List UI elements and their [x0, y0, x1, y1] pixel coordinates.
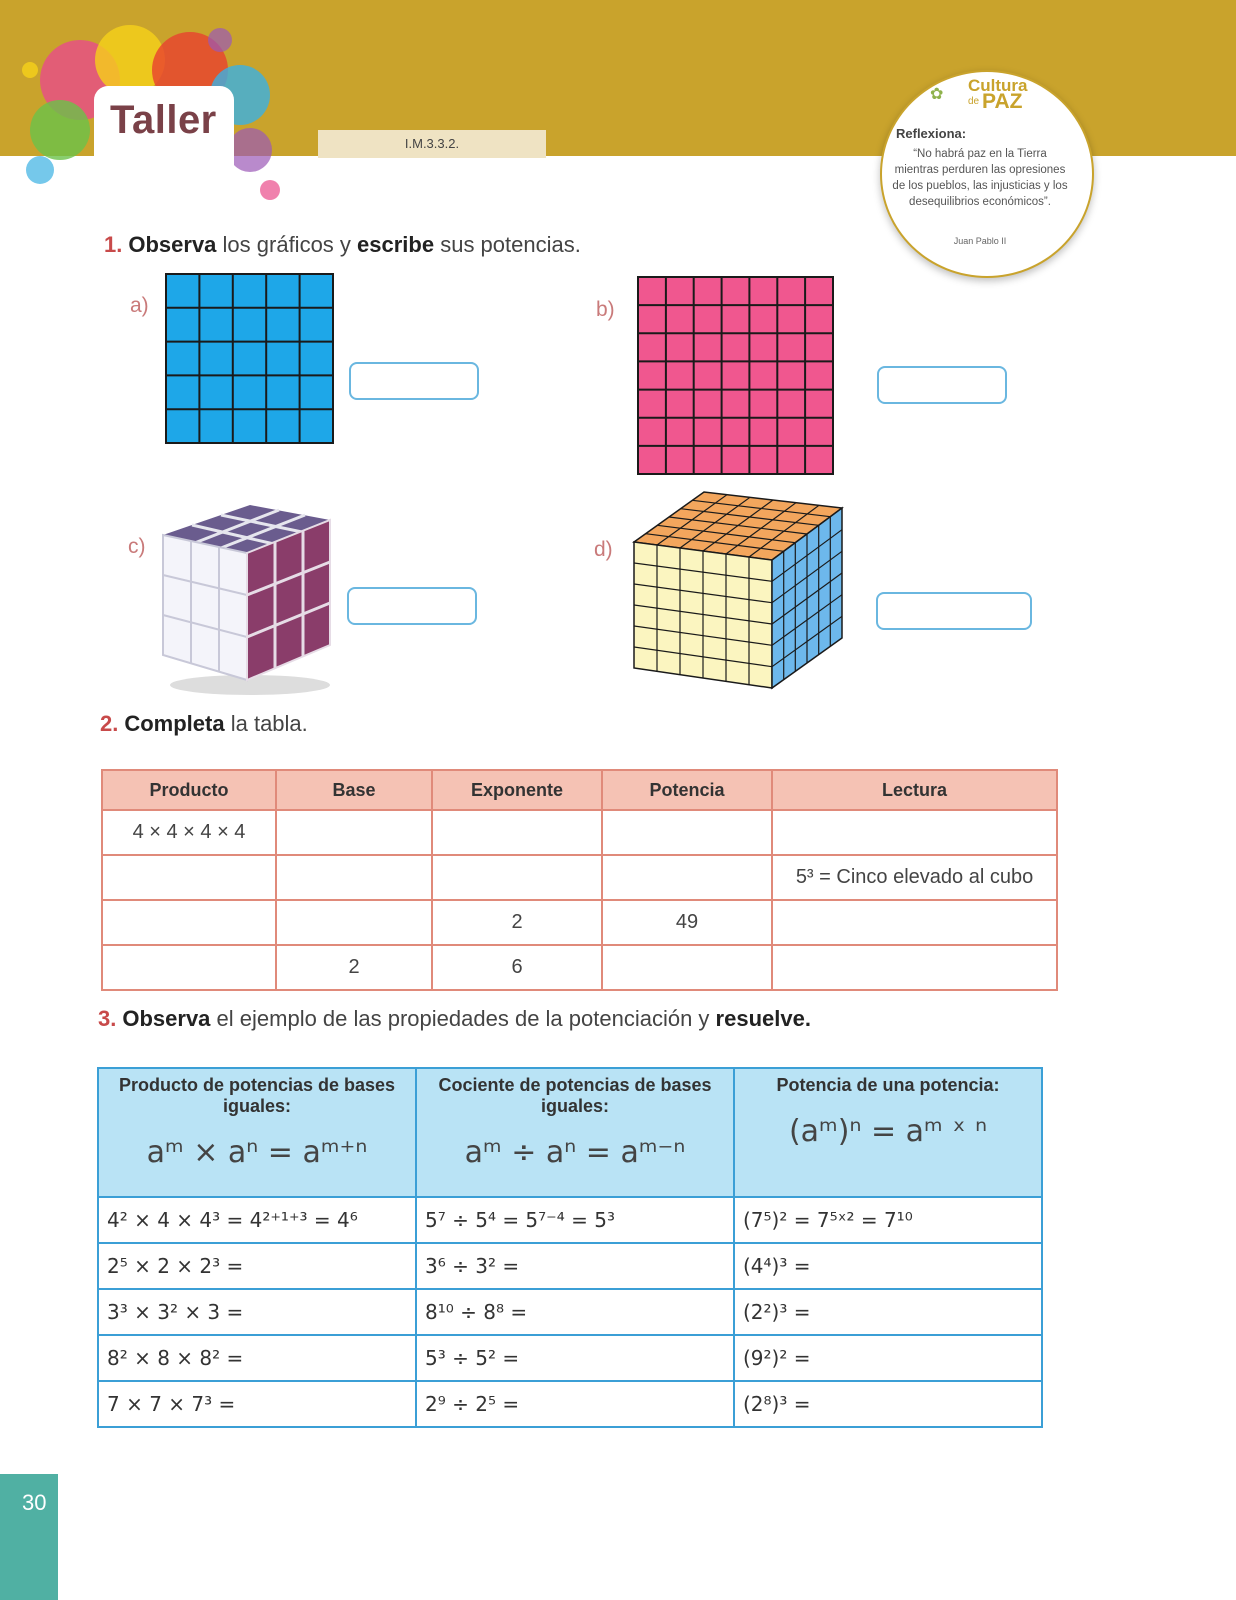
cell-quotient[interactable]: 3⁶ ÷ 3² =: [416, 1243, 734, 1289]
answer-box-b[interactable]: [877, 366, 1007, 404]
cell-power[interactable]: (9²)² =: [734, 1335, 1042, 1381]
rubik-cube-3x3: [155, 495, 340, 700]
question-text: la tabla.: [224, 711, 308, 736]
question-2: [100, 711, 308, 737]
answer-box-c[interactable]: [347, 587, 477, 625]
question-number: 1.: [104, 232, 123, 257]
table-row: [102, 855, 1057, 900]
answer-box-a[interactable]: [349, 362, 479, 400]
cell-exponente[interactable]: 2: [432, 900, 602, 945]
cell-quotient[interactable]: 8¹⁰ ÷ 8⁸ =: [416, 1289, 734, 1335]
cell-potencia[interactable]: 49: [602, 900, 772, 945]
badge-paz: PAZ: [982, 90, 1023, 113]
badge-reflexiona: Reflexiona:: [896, 126, 967, 141]
cell-producto[interactable]: [102, 945, 276, 990]
label-b: b): [596, 298, 615, 321]
formula-quotient: aᵐ ÷ aⁿ = aᵐ⁻ⁿ: [464, 1135, 686, 1170]
page-title: Taller: [110, 98, 217, 142]
question-3: [98, 1006, 811, 1032]
badge-de: de: [968, 96, 980, 107]
header-label: Cociente de potencias de bases iguales:: [438, 1075, 712, 1116]
cell-product[interactable]: 7 × 7 × 7³ =: [98, 1381, 416, 1427]
question-text: el ejemplo de las propiedades de la potenciación y: [210, 1006, 716, 1031]
cell-product[interactable]: 8² × 8 × 8² =: [98, 1335, 416, 1381]
badge-quote: “No habrá paz en la Tierra mientras perduren las opresiones de los pueblos, las injusticias y los desequilibrios económicos”.: [892, 148, 1068, 208]
page-number-tab: [0, 1474, 58, 1600]
table-row: [102, 810, 1057, 855]
table-row: [98, 1381, 1042, 1427]
cell-producto[interactable]: [102, 900, 276, 945]
cell-product[interactable]: 2⁵ × 2 × 2³ =: [98, 1243, 416, 1289]
header-power-of-power: [734, 1068, 1042, 1197]
badge-author: Juan Pablo II: [953, 236, 1007, 246]
table-row: [102, 945, 1057, 990]
cell-lectura[interactable]: [772, 900, 1057, 945]
question-verb: Observa: [128, 232, 217, 257]
header-product-powers: [98, 1068, 416, 1197]
question-number: 3.: [98, 1006, 117, 1031]
cell-exponente[interactable]: [432, 855, 602, 900]
blue-grid-5x5: [165, 273, 335, 445]
table-header-row: [98, 1068, 1042, 1197]
formula-product: aᵐ × aⁿ = aᵐ⁺ⁿ: [146, 1135, 368, 1170]
formula-power: (aᵐ)ⁿ = aᵐ ˣ ⁿ: [788, 1114, 988, 1149]
cell-lectura[interactable]: [772, 810, 1057, 855]
cell-potencia[interactable]: [602, 855, 772, 900]
cell-lectura[interactable]: 5³ = Cinco elevado al cubo: [772, 855, 1057, 900]
answer-box-d[interactable]: [876, 592, 1032, 630]
table-row: [98, 1335, 1042, 1381]
cell-product[interactable]: 3³ × 3² × 3 =: [98, 1289, 416, 1335]
table-row: [98, 1243, 1042, 1289]
header-producto: Producto: [102, 770, 276, 810]
table-header-row: [102, 770, 1057, 810]
cell-potencia[interactable]: [602, 810, 772, 855]
properties-table: [97, 1067, 1043, 1428]
cell-quotient[interactable]: 5³ ÷ 5² =: [416, 1335, 734, 1381]
cell-exponente[interactable]: [432, 810, 602, 855]
badge-cultura: Cultura: [968, 76, 1028, 95]
cell-power[interactable]: (2²)³ =: [734, 1289, 1042, 1335]
question-number: 2.: [100, 711, 119, 736]
question-verb: Completa: [124, 711, 225, 736]
cell-exponente[interactable]: 6: [432, 945, 602, 990]
header-lectura: Lectura: [772, 770, 1057, 810]
powers-table: [101, 769, 1058, 991]
table-row: [98, 1289, 1042, 1335]
label-a: a): [130, 294, 149, 317]
header-label: Producto de potencias de bases iguales:: [118, 1075, 396, 1116]
question-verb: resuelve.: [715, 1006, 811, 1031]
cell-power[interactable]: (4⁴)³ =: [734, 1243, 1042, 1289]
question-verb: Observa: [122, 1006, 211, 1031]
cube-6x6: [632, 490, 844, 690]
cell-base[interactable]: [276, 855, 432, 900]
cell-product: 4² × 4 × 4³ = 4²⁺¹⁺³ = 4⁶: [98, 1197, 416, 1243]
table-row: [102, 900, 1057, 945]
cell-power[interactable]: (2⁸)³ =: [734, 1381, 1042, 1427]
curriculum-code: I.M.3.3.2.: [318, 130, 546, 158]
header-exponente: Exponente: [432, 770, 602, 810]
table-row: [98, 1197, 1042, 1243]
header-base: Base: [276, 770, 432, 810]
header-quotient-powers: [416, 1068, 734, 1197]
question-1: [104, 232, 581, 258]
cell-base[interactable]: [276, 810, 432, 855]
cell-producto[interactable]: 4 × 4 × 4 × 4: [102, 810, 276, 855]
leaf-icon: ✿: [930, 86, 944, 103]
question-text: los gráficos y: [216, 232, 358, 257]
cell-lectura[interactable]: [772, 945, 1057, 990]
cell-quotient: 5⁷ ÷ 5⁴ = 5⁷⁻⁴ = 5³: [416, 1197, 734, 1243]
cell-quotient[interactable]: 2⁹ ÷ 2⁵ =: [416, 1381, 734, 1427]
page-number: 30: [22, 1490, 47, 1515]
cell-base[interactable]: [276, 900, 432, 945]
question-text: sus potencias.: [434, 232, 581, 257]
cell-base[interactable]: 2: [276, 945, 432, 990]
cell-power: (7⁵)² = 7⁵ˣ² = 7¹⁰: [734, 1197, 1042, 1243]
header-potencia: Potencia: [602, 770, 772, 810]
pink-grid-7x7: [637, 276, 835, 476]
question-verb: escribe: [357, 232, 435, 257]
header-label: Potencia de una potencia:: [776, 1075, 1000, 1095]
cell-potencia[interactable]: [602, 945, 772, 990]
cell-producto[interactable]: [102, 855, 276, 900]
label-d: d): [594, 538, 613, 561]
label-c: c): [128, 535, 146, 558]
